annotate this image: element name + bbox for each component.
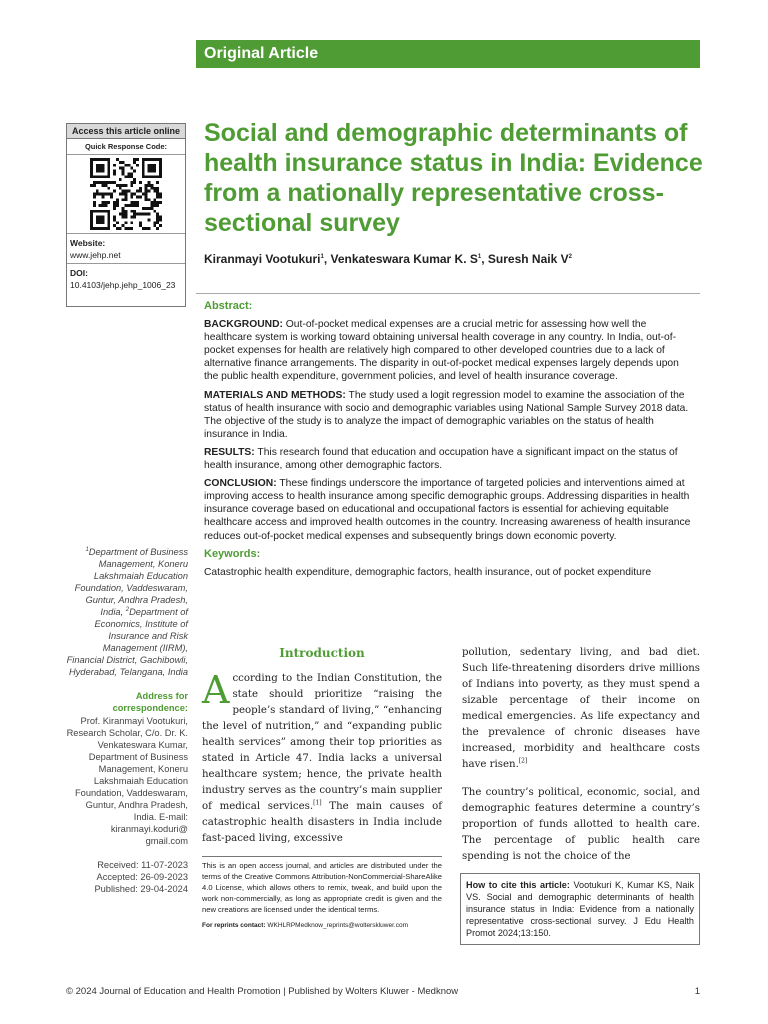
affil-1-text: Department of Business Management, Koneru Lakshmaiah Education Foundation, Vaddeswaram, Guntur, Andhra Pradesh, India, [74, 547, 188, 617]
abstract-results [204, 446, 696, 472]
conclusion-label: CONCLUSION: [204, 478, 277, 490]
license-note [202, 856, 442, 931]
date-published: Published: 29-04-2024 [94, 884, 188, 894]
background-label: BACKGROUND: [204, 319, 283, 331]
reprints-email[interactable]: WKHLRPMedknow_reprints@wolterskluwer.com [265, 922, 408, 929]
keywords-heading: Keywords: [204, 547, 261, 560]
author-list [204, 252, 572, 266]
website-link[interactable]: www.jehp.net [70, 250, 121, 260]
ref-1[interactable]: [1] [313, 799, 322, 807]
qr-label: Quick Response Code: [67, 139, 185, 155]
results-text: This research found that education and occupation have a significant impact on the status of health insurance, among other demographic factors. [204, 446, 678, 472]
cite-text: Vootukuri K, Kumar KS, Naik VS. Social and demographic determinants of health insurance status in India: Evidence from a nationally representative cross-sectional survey. J Edu Health Promot 2024;13:150. [466, 880, 694, 938]
methods-text: The study used a logit regression model to examine the association of the status of health insurance with socio and demographic variables using National Sample Survey 2018 data. The objective of the study is to analyze the impact of demographic variables on the status of health insurance in India. [204, 389, 689, 440]
qr-code-icon[interactable] [67, 155, 185, 234]
article-type-banner: Original Article [196, 40, 700, 68]
affil-1-mark: 1 [85, 546, 89, 553]
abstract-conclusion [204, 477, 696, 542]
author-1-affil: 1 [320, 254, 324, 260]
abstract-divider [196, 293, 700, 294]
website-label: Website: [70, 238, 106, 248]
author-3: , Suresh Naik V [481, 252, 569, 266]
author-3-affil: 2 [568, 254, 572, 260]
doi-link[interactable]: 10.4103/jehp.jehp_1006_23 [70, 280, 176, 290]
author-2: , Venkateswara Kumar K. S [323, 252, 478, 266]
results-label: RESULTS: [204, 446, 255, 458]
drop-cap: A [202, 668, 230, 712]
abstract-heading: Abstract: [204, 300, 253, 312]
conclusion-text: These findings underscore the importance of targeted policies and interventions aimed at improving access to health insurance among specific demographic groups. Addressing disparities in health insurance coverage based on educational and occupational factors is essential for achieving equitable healthcare access and improved health outcomes in the country. Increasing awareness of health insurance reduces out-of-pocket medical expenses and subsequently brings down economic poverty. [204, 478, 691, 542]
correspondence-heading: Address for correspondence: [112, 691, 188, 713]
affil-2-mark: 2 [125, 606, 130, 613]
intro-p1-b: The main causes of catastrophic health disasters in India include fast-paced living, excessive [202, 801, 442, 844]
intro-p2-a: pollution, sedentary living, and bad diet. Such life-threatening disorders drive millions of Indians into poverty, as they must spend a sizable percentage of their income on medical emergencies. As life expectancy and the prevalence of chronic diseases have increased, morbidity and healthcare costs have risen. [462, 647, 700, 770]
intro-paragraph-3: The country’s political, economic, social, and demographic features determine a country’s proportion of funds allotted to health care. The percentage of public health care spending is not the choice of the [462, 787, 700, 862]
affiliations [66, 546, 188, 678]
article-dates [66, 859, 188, 895]
reprints-line [202, 920, 442, 931]
cite-label: How to cite this article: [466, 880, 570, 890]
abstract [204, 300, 696, 584]
body-column-2 [462, 645, 700, 865]
body-column-1 [202, 645, 442, 847]
date-received: Received: 11-07-2023 [97, 860, 188, 870]
license-text: This is an open access journal, and articles are distributed under the terms of the Creative Commons Attribution-NonCommercial-ShareAlike 4.0 License, which allows others to remix, tweak, and build upon the work non-commercially, as long as appropriate credit is given and the new creations are licensed under the identical terms. [202, 861, 442, 914]
intro-paragraph-1 [202, 668, 442, 847]
intro-p1-a: ccording to the Indian Constitution, the state should prioritize “raising the people’s standard of living,” “enhancing the level of nutrition,” and “expanding public health services” among their top priorities as stated in Article 47. India lacks a universal healthcare system; hence, the private health industry serves as the country’s main supplier of medical services. [202, 673, 442, 812]
access-article-box [66, 123, 186, 307]
side-column [66, 546, 188, 895]
affil-2-text: Department of Economics, Institute of Insurance and Risk Management (IIRM), Financial District, Gachibowli, Hyderabad, Telangana, India [66, 607, 188, 677]
page-footer [66, 986, 700, 997]
footer-publisher: © 2024 Journal of Education and Health Promotion | Published by Wolters Kluwer - Medknow [66, 986, 459, 997]
doi-label: DOI: [70, 268, 88, 278]
abstract-methods [204, 389, 696, 441]
date-accepted: Accepted: 26-09-2023 [96, 872, 188, 882]
keywords-text: Catastrophic health expenditure, demographic factors, health insurance, out of pocket expenditure [204, 566, 652, 578]
author-1: Kiranmayi Vootukuri [204, 252, 321, 266]
page-number: 1 [694, 986, 700, 997]
article-title: Social and demographic determinants of health insurance status in India: Evidence from a nationally representative cross-sectional survey [204, 119, 703, 237]
author-2-affil: 1 [477, 254, 482, 260]
access-heading: Access this article online [67, 124, 185, 139]
introduction-heading: Introduction [279, 646, 365, 660]
background-text: Out-of-pocket medical expenses are a crucial metric for assessing how well the healthcare system is working toward obtaining universal health coverage in any country. In India, out-of-pocket expenses for health are relatively high compared to other developed countries due to a lack of alternative finance arrangements. The disparity in out-of-pocket medical expenses largely depends upon the public health expenditure, government policies, and level of health insurance coverage. [204, 319, 679, 383]
reprints-label: For reprints contact: [202, 922, 266, 929]
citation-box [460, 873, 700, 945]
methods-label: MATERIALS AND METHODS: [204, 389, 346, 401]
correspondence-text: Prof. Kiranmayi Vootukuri, Research Scholar, C/o. Dr. K. Venkateswara Kumar, Department of Business Management, Koneru Lakshmaiah Education Foundation, Vaddeswaram, Guntur, Andhra Pradesh, India. E-mail: kiranmayi.koduri@ gmail.com [66, 716, 188, 846]
abstract-background [204, 318, 696, 383]
intro-paragraph-2 [462, 645, 700, 773]
ref-2[interactable]: [2] [518, 757, 528, 765]
doi-block [67, 264, 185, 294]
website-block [67, 234, 185, 264]
